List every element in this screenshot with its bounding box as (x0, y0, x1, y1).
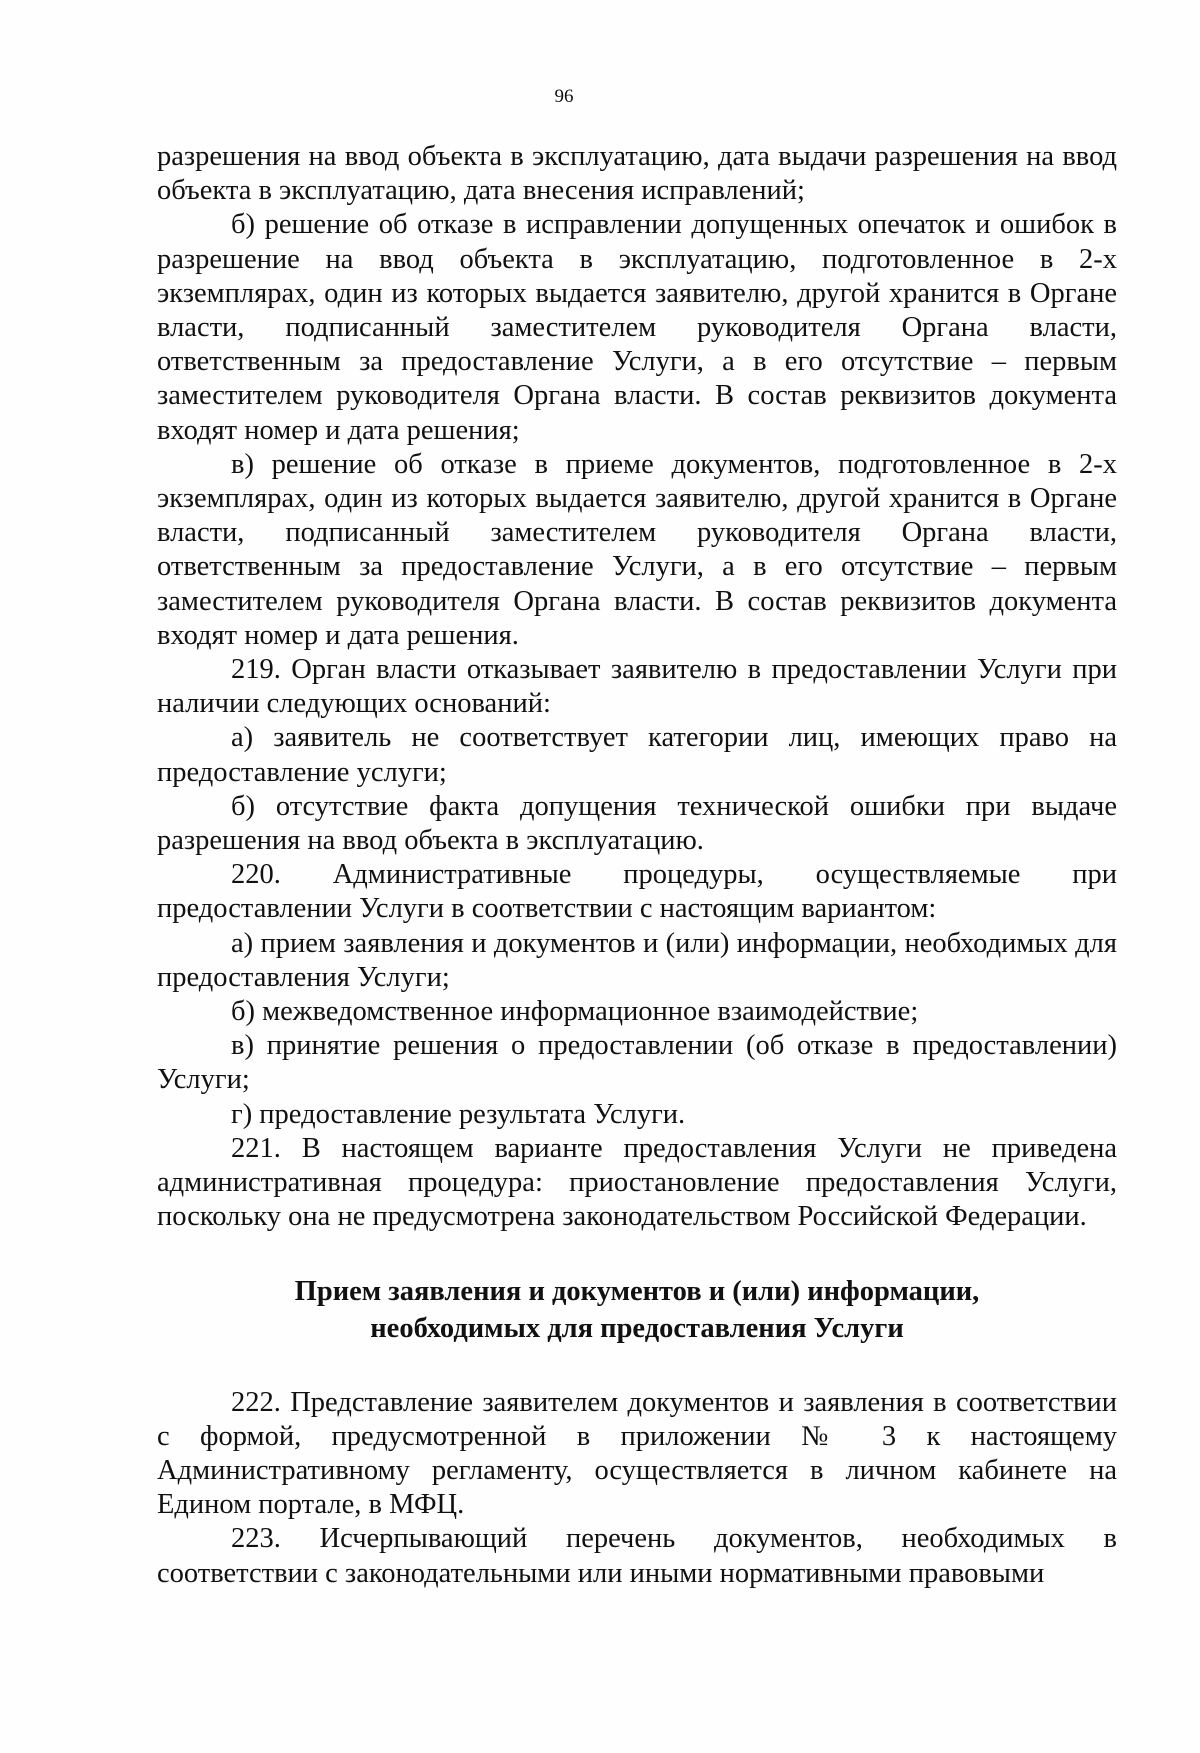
paragraph: 219. Орган власти отказывает заявителю в предоставлении Услуги при наличии следующих оснований: (157, 654, 1117, 720)
paragraph: разрешения на ввод объекта в эксплуатацию, дата выдачи разрешения на ввод объекта в эксплуатацию, дата внесения исправлений; (157, 141, 1117, 207)
paragraph: 222. Представление заявителем документов и заявления в соответствии с формой, предусмотренной в приложении № 3 к настоящему Административному регламенту, осуществляется в личном кабинете на Едином портале, в МФЦ. (157, 1386, 1117, 1521)
section-heading-line: Прием заявления и документов и (или) информации, (294, 1275, 980, 1307)
page-number: 96 (554, 86, 574, 107)
section-heading-line: необходимых для предоставления Услуги (370, 1312, 904, 1344)
paragraph: 223. Исчерпывающий перечень документов, необходимых в соответствии с законодательными или иными нормативными правовыми (157, 1523, 1117, 1589)
paragraph: 220. Административные процедуры, осуществляемые при предоставлении Услуги в соответствии с настоящим вариантом: (157, 859, 1117, 925)
paragraph: 221. В настоящем варианте предоставления Услуги не приведена административная процедура: приостановление предоставления Услуги, поскольку она не предусмотрена законодательством Российской Федерации. (157, 1132, 1117, 1233)
paragraph: а) заявитель не соответствует категории лиц, имеющих право на предоставление услуги; (157, 722, 1117, 788)
document-body (157, 140, 1117, 1591)
paragraph: б) отсутствие факта допущения технической ошибки при выдаче разрешения на ввод объекта в эксплуатацию. (157, 790, 1117, 857)
section-heading (157, 1273, 1117, 1347)
paragraph: а) прием заявления и документов и (или) информации, необходимых для предоставления Услуги; (157, 927, 1117, 993)
paragraph: в) принятие решения о предоставлении (об отказе в предоставлении) Услуги; (157, 1030, 1117, 1096)
paragraph: б) межведомственное информационное взаимодействие; (231, 996, 919, 1028)
paragraph: в) решение об отказе в приеме документов, подготовленное в 2-х экземплярах, один из которых выдается заявителю, другой хранится в Органе власти, подписанный заместителем руководителя Органа власти, ответственным за предоставление Услуги, а в его отсутствие – первым заместителем руководителя Органа власти. В состав реквизитов документа входят номер и дата решения. (157, 448, 1117, 651)
paragraph: б) решение об отказе в исправлении допущенных опечаток и ошибок в разрешение на ввод объекта в эксплуатацию, подготовленное в 2-х экземплярах, один из которых выдается заявителю, другой хранится в Органе власти, подписанный заместителем руководителя Органа власти, ответственным за предоставление Услуги, а в его отсутствие – первым заместителем руководителя Органа власти. В состав реквизитов документа входят номер и дата решения; (157, 209, 1117, 446)
paragraph: г) предоставление результата Услуги. (231, 1098, 686, 1130)
